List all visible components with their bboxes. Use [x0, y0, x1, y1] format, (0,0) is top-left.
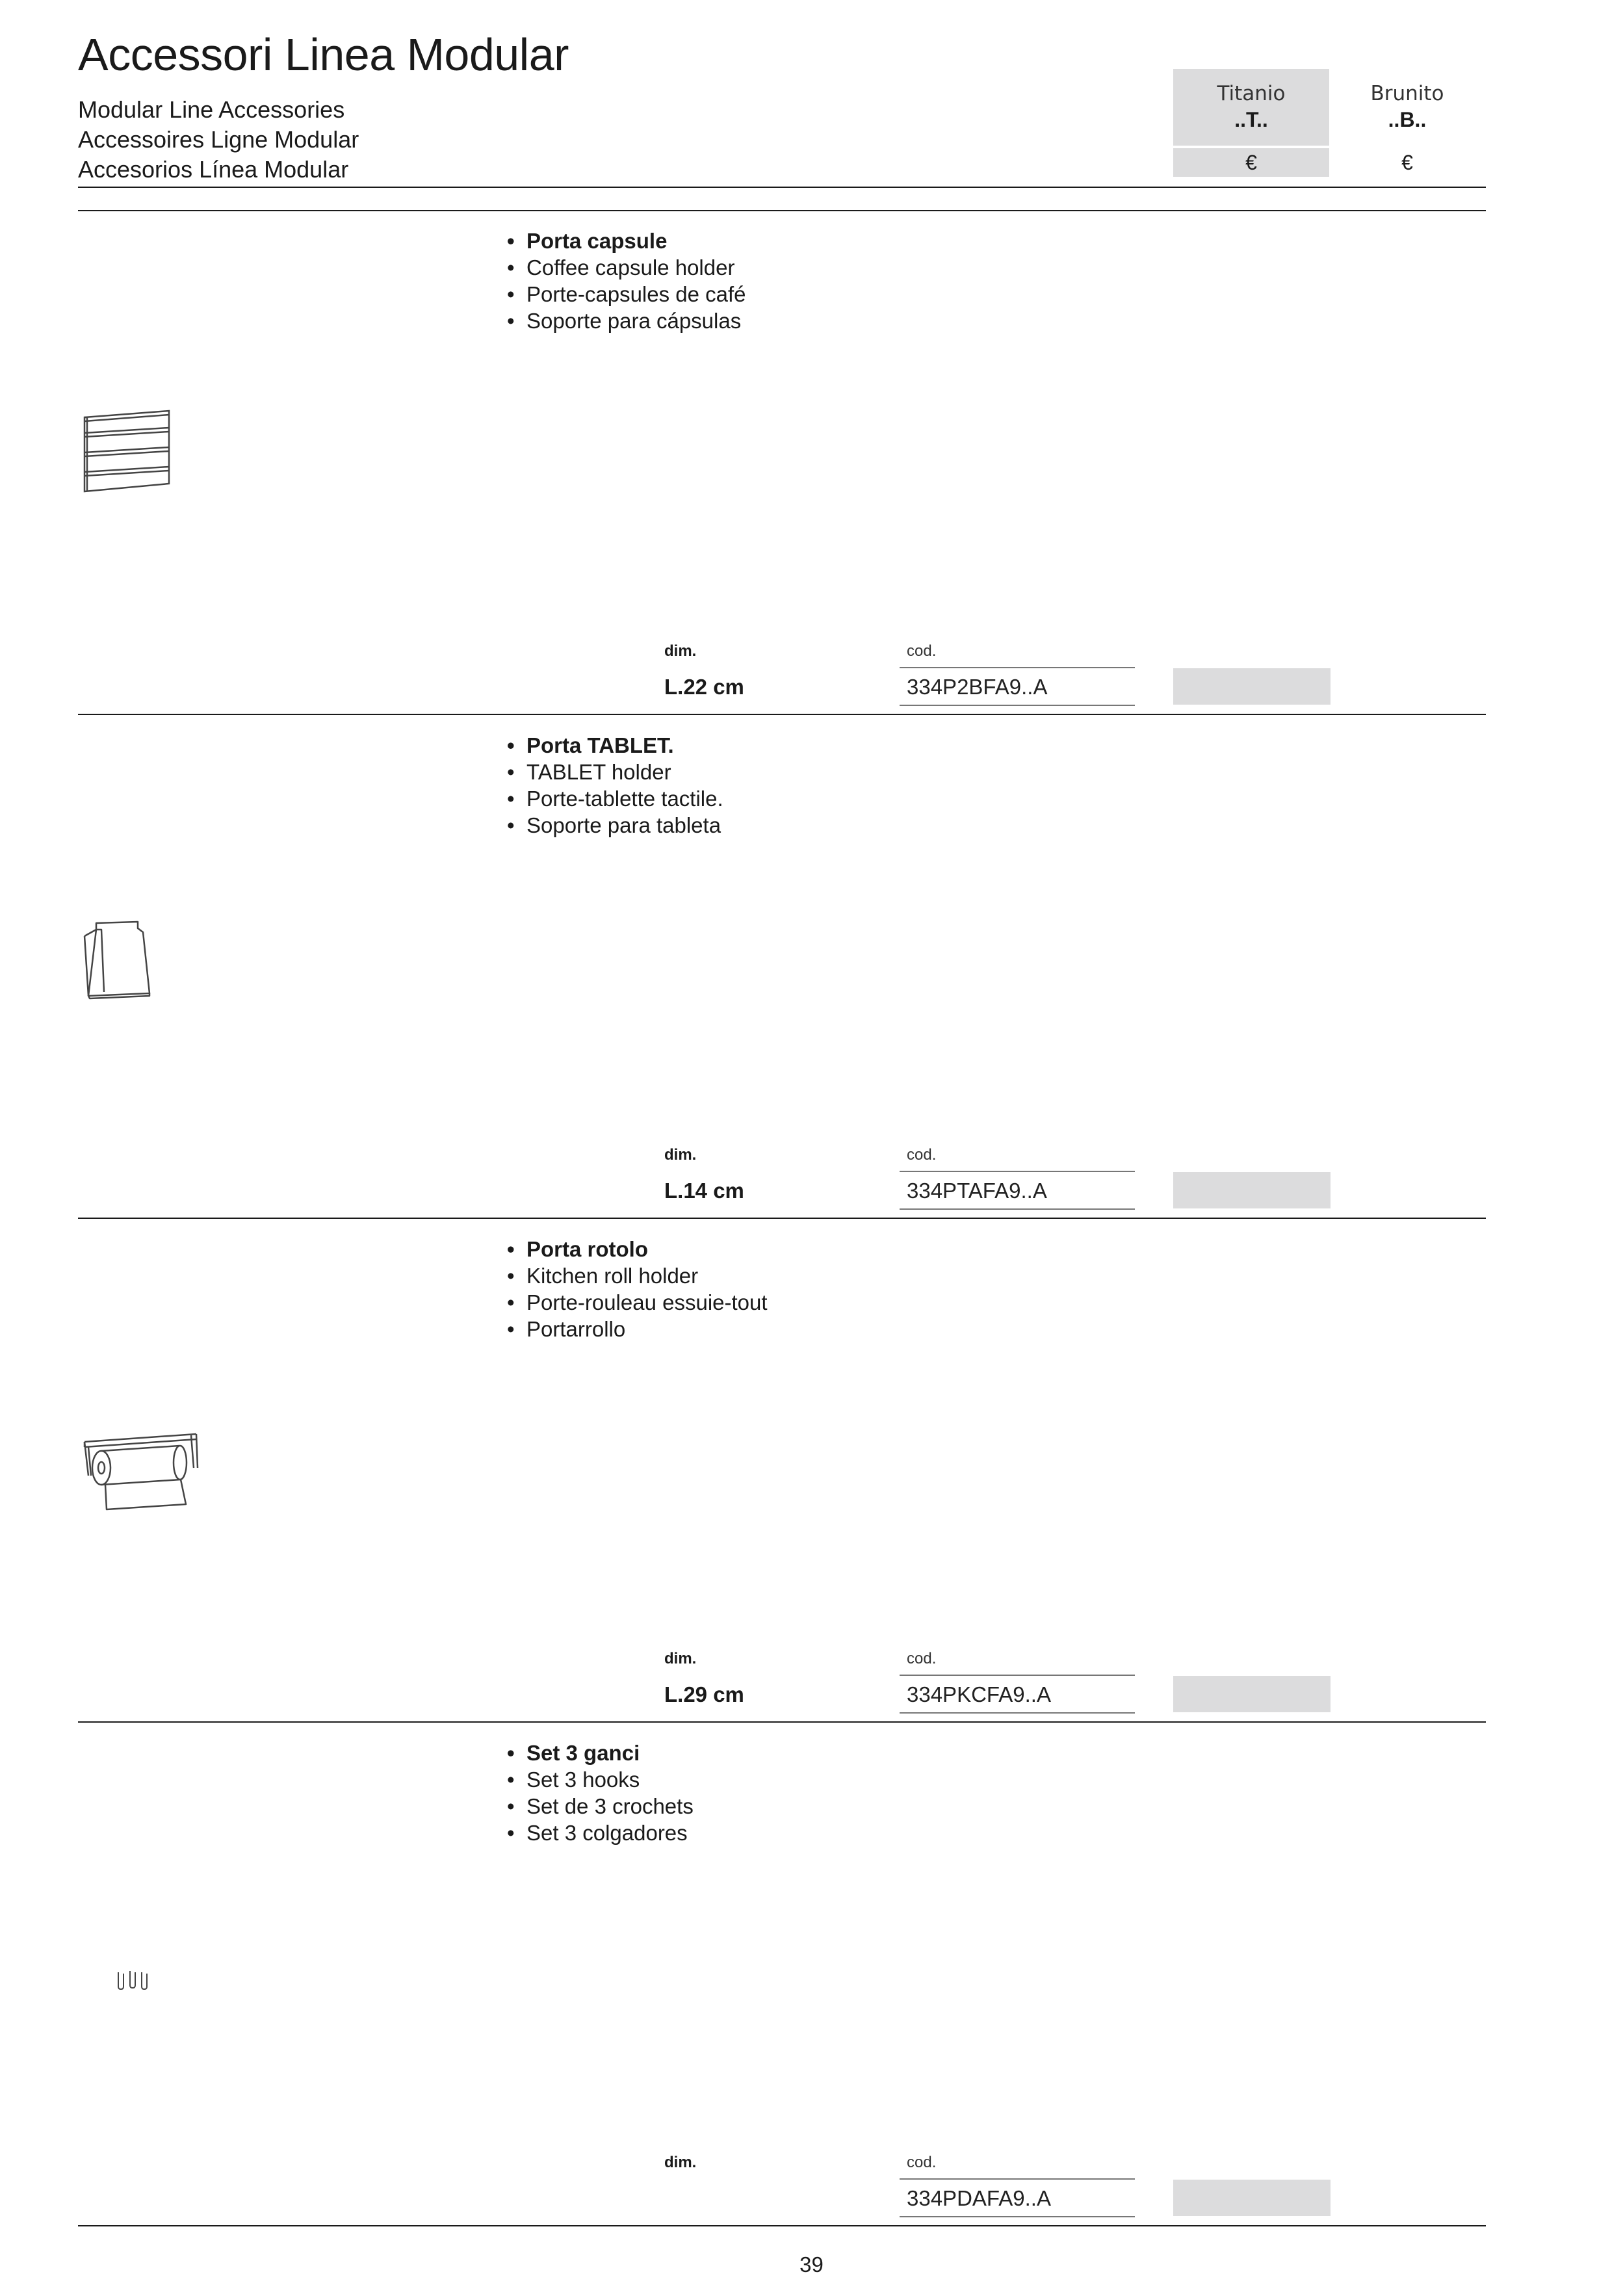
subtitle-fr: Accessoires Ligne Modular	[78, 126, 359, 153]
header-rule	[78, 187, 1486, 188]
product-3-description	[506, 1236, 768, 1342]
product-3-cod-label: cod.	[907, 1650, 937, 1667]
product-2-description	[506, 732, 723, 839]
product-2-translation-fr: • Porte-tablette tactile.	[506, 785, 723, 812]
page-title: Accessori Linea Modular	[78, 29, 569, 80]
product-2-price-titanio	[1173, 1172, 1331, 1208]
finish-name-brunito: Brunito	[1370, 82, 1444, 105]
product-2-dim-label: dim.	[664, 1146, 697, 1164]
finish-code-titanio: ..T..	[1234, 108, 1268, 131]
product-4-price-titanio	[1173, 2180, 1331, 2216]
product-3-code: 334PKCFA9..A	[907, 1682, 1051, 1706]
product-4-translation-fr: • Set de 3 crochets	[506, 1793, 694, 1820]
row-divider-2	[78, 1218, 1486, 1219]
finish-header-titanio	[1173, 69, 1329, 146]
product-3-name: • Porta rotolo	[506, 1236, 768, 1262]
product-1-translation-es: • Soporte para cápsulas	[506, 307, 746, 334]
product-2-translation-es: • Soporte para tableta	[506, 812, 723, 839]
product-4-cod-label: cod.	[907, 2154, 937, 2171]
product-1-price-titanio	[1173, 668, 1331, 705]
product-1-code: 334P2BFA9..A	[907, 675, 1048, 699]
capsule-holder-icon	[82, 408, 173, 494]
product-1-dim-label: dim.	[664, 642, 697, 660]
product-3-dim: L.29 cm	[664, 1682, 744, 1706]
subtitle-es: Accesorios Línea Modular	[78, 156, 349, 183]
product-1-description	[506, 228, 746, 334]
product-4-translation-es: • Set 3 colgadores	[506, 1820, 694, 1846]
product-3-translation-es: • Portarrollo	[506, 1316, 768, 1342]
currency-brunito: €	[1401, 151, 1413, 174]
product-4-code: 334PDAFA9..A	[907, 2186, 1051, 2210]
product-1-translation-fr: • Porte-capsules de café	[506, 281, 746, 307]
product-2-translation-en: • TABLET holder	[506, 759, 723, 785]
hooks-icon	[116, 1970, 151, 1992]
product-2-cod-label: cod.	[907, 1146, 937, 1164]
product-4-description	[506, 1740, 694, 1846]
row-divider-4	[78, 2225, 1486, 2226]
product-3-translation-fr: • Porte-rouleau essuie-tout	[506, 1289, 768, 1316]
currency-titanio: €	[1173, 148, 1329, 177]
finish-name-titanio: Titanio	[1217, 82, 1286, 105]
product-2-code: 334PTAFA9..A	[907, 1179, 1047, 1203]
roll-holder-icon	[82, 1430, 199, 1512]
product-3-price-titanio	[1173, 1676, 1331, 1712]
row-divider-3	[78, 1721, 1486, 1723]
finish-code-brunito: ..B..	[1388, 108, 1427, 131]
product-2-name: • Porta TABLET.	[506, 732, 723, 759]
product-3-dim-label: dim.	[664, 1650, 697, 1667]
product-1-translation-en: • Coffee capsule holder	[506, 254, 746, 281]
product-1-dim: L.22 cm	[664, 675, 744, 699]
product-4-translation-en: • Set 3 hooks	[506, 1766, 694, 1793]
product-4-name: • Set 3 ganci	[506, 1740, 694, 1766]
page-number: 39	[799, 2252, 824, 2276]
product-4-dim-label: dim.	[664, 2154, 697, 2171]
product-2-dim: L.14 cm	[664, 1179, 744, 1203]
finish-header-brunito	[1329, 69, 1485, 146]
product-1-cod-label: cod.	[907, 642, 937, 660]
row-divider-1	[78, 714, 1486, 715]
tablet-holder-icon	[82, 920, 153, 1001]
subtitle-en: Modular Line Accessories	[78, 96, 345, 123]
table-top-rule	[78, 210, 1486, 211]
product-3-translation-en: • Kitchen roll holder	[506, 1262, 768, 1289]
product-1-name: • Porta capsule	[506, 228, 746, 254]
